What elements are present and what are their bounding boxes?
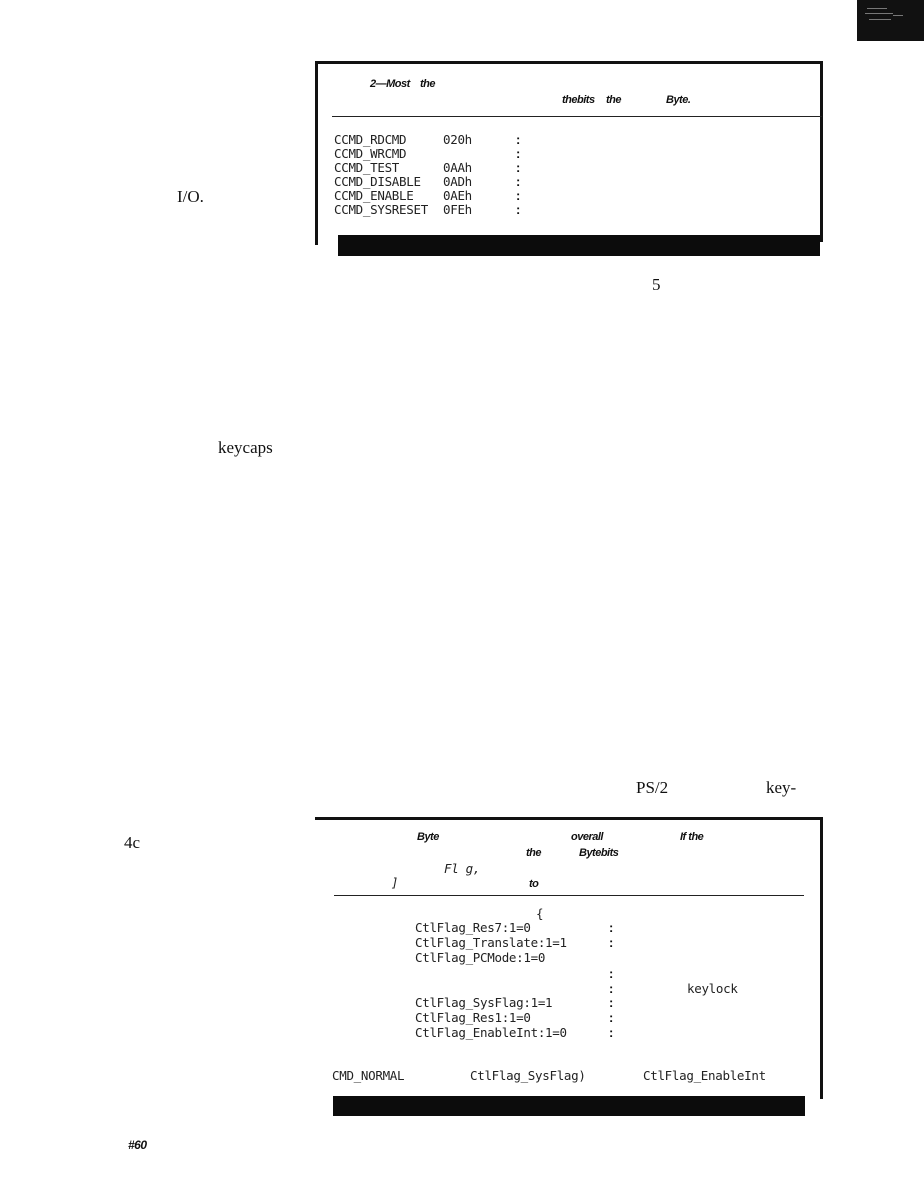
row-value: 0FEh (443, 202, 472, 217)
row-separator: : (516, 174, 521, 189)
listing3-caption-1a: Byte (417, 831, 439, 843)
listing3-caption-1b: overall (571, 831, 603, 843)
listing2-caption-2b: the (606, 94, 621, 106)
row-separator: : (516, 188, 521, 203)
row-value: 0AEh (443, 188, 472, 203)
row-name: CCMD_ENABLE (334, 188, 414, 203)
row-text: CtlFlag_EnableInt:1=0 (415, 1025, 567, 1040)
listing3-caption-4b: to (529, 878, 539, 890)
bottom-enableint: CtlFlag_EnableInt (643, 1068, 766, 1083)
row-value: 0ADh (443, 174, 472, 189)
key-text: key- (766, 778, 797, 797)
io-text: I/O. (177, 187, 204, 206)
row-separator: : (516, 132, 521, 147)
row-separator: : (609, 966, 614, 981)
listing2-caption-2a: thebits (562, 94, 595, 106)
row-text: CtlFlag_Res1:1=0 (415, 1010, 531, 1025)
row-name: CCMD_DISABLE (334, 174, 421, 189)
row-text: CtlFlag_PCMode:1=0 (415, 950, 546, 965)
number-five: 5 (652, 275, 661, 294)
bottom-sysflag: CtlFlag_SysFlag) (470, 1068, 586, 1083)
struct-brace: { (536, 906, 544, 921)
row-separator: : (516, 202, 521, 217)
row-separator: : (609, 920, 614, 935)
row-comment: keylock (687, 981, 738, 996)
row-value: 020h (443, 132, 472, 147)
row-name: CCMD_TEST (334, 160, 400, 175)
row-text: CtlFlag_Translate:1=1 (415, 935, 567, 950)
listing3-caption-3a: Fl g, (444, 861, 481, 876)
row-separator: : (516, 160, 521, 175)
fourc-text: 4c (124, 833, 141, 852)
row-name: CCMD_RDCMD (334, 132, 407, 147)
row-value: 0AAh (443, 160, 472, 175)
row-separator: : (609, 981, 614, 996)
page-number: #60 (128, 1138, 147, 1152)
listing3-caption-1c: If the (680, 831, 704, 843)
row-name: CCMD_SYSRESET (334, 202, 428, 217)
listing3-caption-2a: the (526, 847, 541, 859)
listing2-caption-1a: 2—Most (370, 78, 410, 90)
row-separator: : (609, 1025, 614, 1040)
listing3-caption-4a: ] (391, 875, 399, 890)
row-separator: : (609, 935, 614, 950)
keycaps-text: keycaps (218, 438, 273, 457)
row-text: CtlFlag_Res7:1=0 (415, 920, 531, 935)
row-name: CCMD_WRCMD (334, 146, 407, 161)
row-separator: : (609, 995, 614, 1010)
row-separator: : (516, 146, 521, 161)
listing3-caption-2b: Bytebits (579, 847, 619, 859)
corner-block (857, 0, 924, 41)
ps2-text: PS/2 (636, 778, 669, 797)
listing-3 (315, 817, 823, 1117)
listing2-caption-2c: Byte. (666, 94, 691, 106)
listing-2 (315, 61, 823, 257)
listing2-caption-1b: the (420, 78, 435, 90)
row-text: CtlFlag_SysFlag:1=1 (415, 995, 553, 1010)
row-separator: : (609, 1010, 614, 1025)
bottom-cmd-normal: CMD_NORMAL (332, 1068, 405, 1083)
